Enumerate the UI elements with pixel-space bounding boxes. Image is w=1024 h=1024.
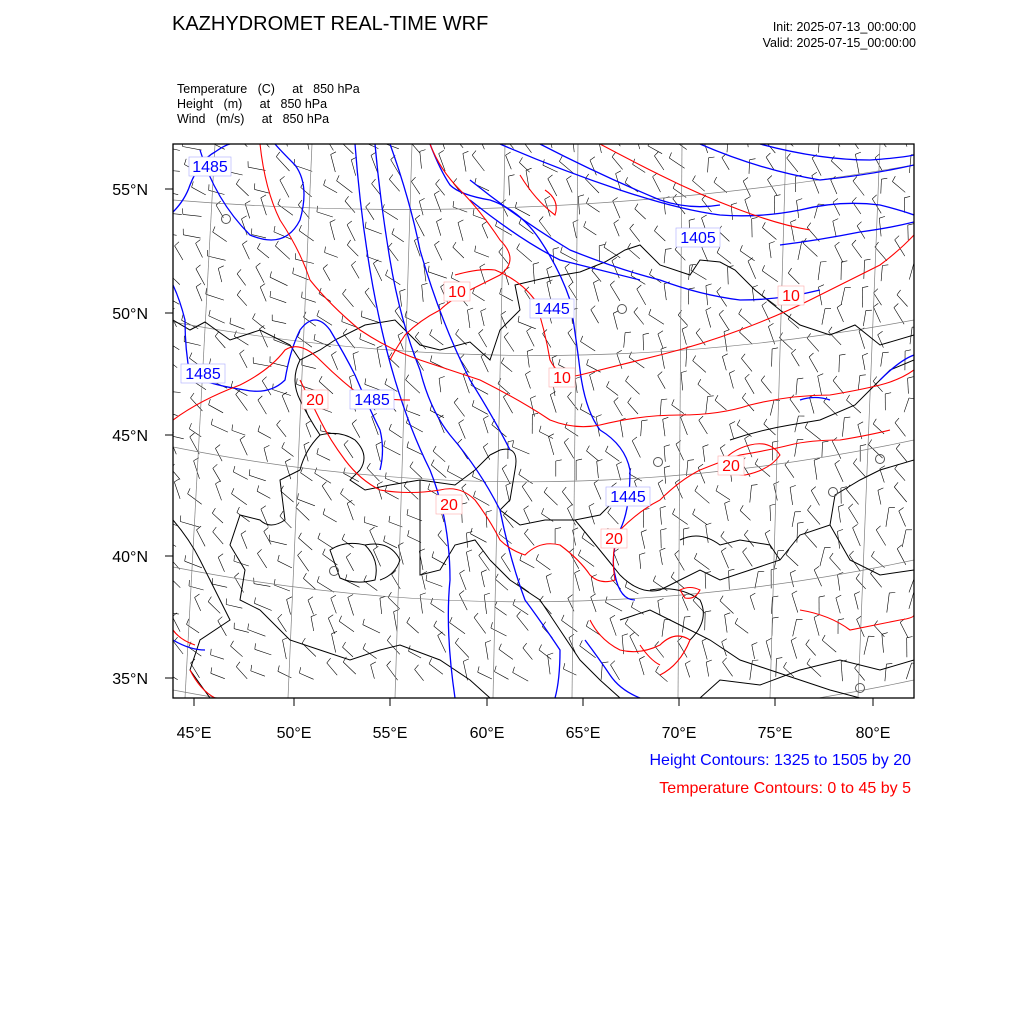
valid-time: Valid: 2025-07-15_00:00:00 [762, 36, 916, 50]
wind-barb-flag [236, 131, 239, 136]
wind-barb-flag [477, 129, 482, 132]
lat-label: 35°N [112, 671, 148, 688]
wind-barb-flag [522, 135, 526, 140]
wind-barb-flag [439, 129, 444, 132]
temperature-label: 20 [722, 458, 740, 475]
wind-barb-flag [159, 531, 161, 537]
height-label: 1485 [354, 392, 390, 409]
wind-barb-flag [325, 133, 329, 137]
field-height: Height (m) at 850 hPa [177, 97, 328, 111]
map-title: KAZHYDROMET REAL-TIME WRF [172, 13, 489, 35]
height-label: 1485 [185, 366, 221, 383]
wind-barb-flag [746, 127, 752, 129]
wind-barb-flag [258, 130, 262, 135]
wind-barb-flag [915, 575, 921, 576]
wind-barb-flag [342, 138, 345, 143]
temperature-label: 10 [553, 370, 571, 387]
height-label: 1445 [534, 301, 570, 318]
wind-barb-flag [783, 132, 786, 137]
wind-barb-flag [902, 130, 907, 133]
lon-label: 50°E [276, 725, 312, 742]
height-label: 1485 [192, 159, 228, 176]
field-wind: Wind (m/s) at 850 hPa [177, 112, 330, 126]
lat-label: 40°N [112, 549, 148, 566]
wind-barb-flag [166, 353, 169, 358]
wind-barb-flag [410, 137, 414, 142]
lon-label: 55°E [372, 725, 408, 742]
wind-barb-flag [454, 132, 458, 137]
wind-barb-flag [162, 664, 164, 670]
temperature-label: 20 [306, 392, 324, 409]
height-legend: Height Contours: 1325 to 1505 by 20 [649, 752, 911, 769]
wind-barb-flag [878, 132, 882, 137]
lon-label: 70°E [661, 725, 697, 742]
field-temperature: Temperature (C) at 850 hPa [177, 82, 360, 96]
temperature-label: 10 [782, 288, 800, 305]
wind-barb-flag [572, 131, 578, 133]
height-label: 1445 [610, 489, 646, 506]
lon-label: 60°E [469, 725, 505, 742]
wind-barb-flag [167, 570, 170, 575]
wind-barb-flag [164, 385, 165, 391]
lon-label: 65°E [565, 725, 601, 742]
wind-barb-flag [763, 134, 767, 139]
height-label: 1405 [680, 230, 716, 247]
wind-barb-flag [548, 131, 553, 134]
wind-barb-flag [671, 132, 673, 138]
wind-barb-flag [306, 132, 312, 135]
wind-barb-flag [598, 133, 603, 136]
init-time: Init: 2025-07-13_00:00:00 [772, 20, 916, 34]
wind-barb-flag [208, 135, 210, 141]
lat-label: 45°N [112, 428, 148, 445]
wind-barb-flag [914, 591, 920, 592]
lon-label: 45°E [176, 725, 212, 742]
wind-barb-flag [166, 266, 169, 271]
wind-barb-flag [849, 132, 853, 136]
wind-barb-flag [161, 164, 162, 170]
wind-barb-flag [503, 131, 507, 136]
wind-barb-flag [164, 207, 165, 213]
lon-label: 80°E [855, 725, 891, 742]
wind-barb-flag [635, 129, 640, 132]
wind-barb-flag [361, 135, 362, 141]
temperature-label: 20 [440, 497, 458, 514]
wind-barb-flag [381, 136, 382, 142]
wind-barb-flag [831, 128, 835, 132]
wind-barb-flag [164, 405, 165, 411]
wind-barb-flag [163, 289, 165, 295]
wind-barb-flag [820, 137, 826, 138]
wind-barb-flag [159, 514, 160, 520]
temperature-label: 10 [448, 284, 466, 301]
wind-barb-flag [702, 134, 707, 137]
temperature-label: 20 [605, 531, 623, 548]
lat-label: 55°N [112, 182, 148, 199]
lat-label: 50°N [112, 306, 148, 323]
temperature-legend: Temperature Contours: 0 to 45 by 5 [659, 780, 911, 797]
wind-barb-flag [610, 129, 614, 134]
wind-barb-flag [166, 336, 168, 342]
lon-label: 75°E [757, 725, 793, 742]
wind-barb-flag [728, 136, 734, 137]
wind-barb-flag [282, 125, 287, 128]
